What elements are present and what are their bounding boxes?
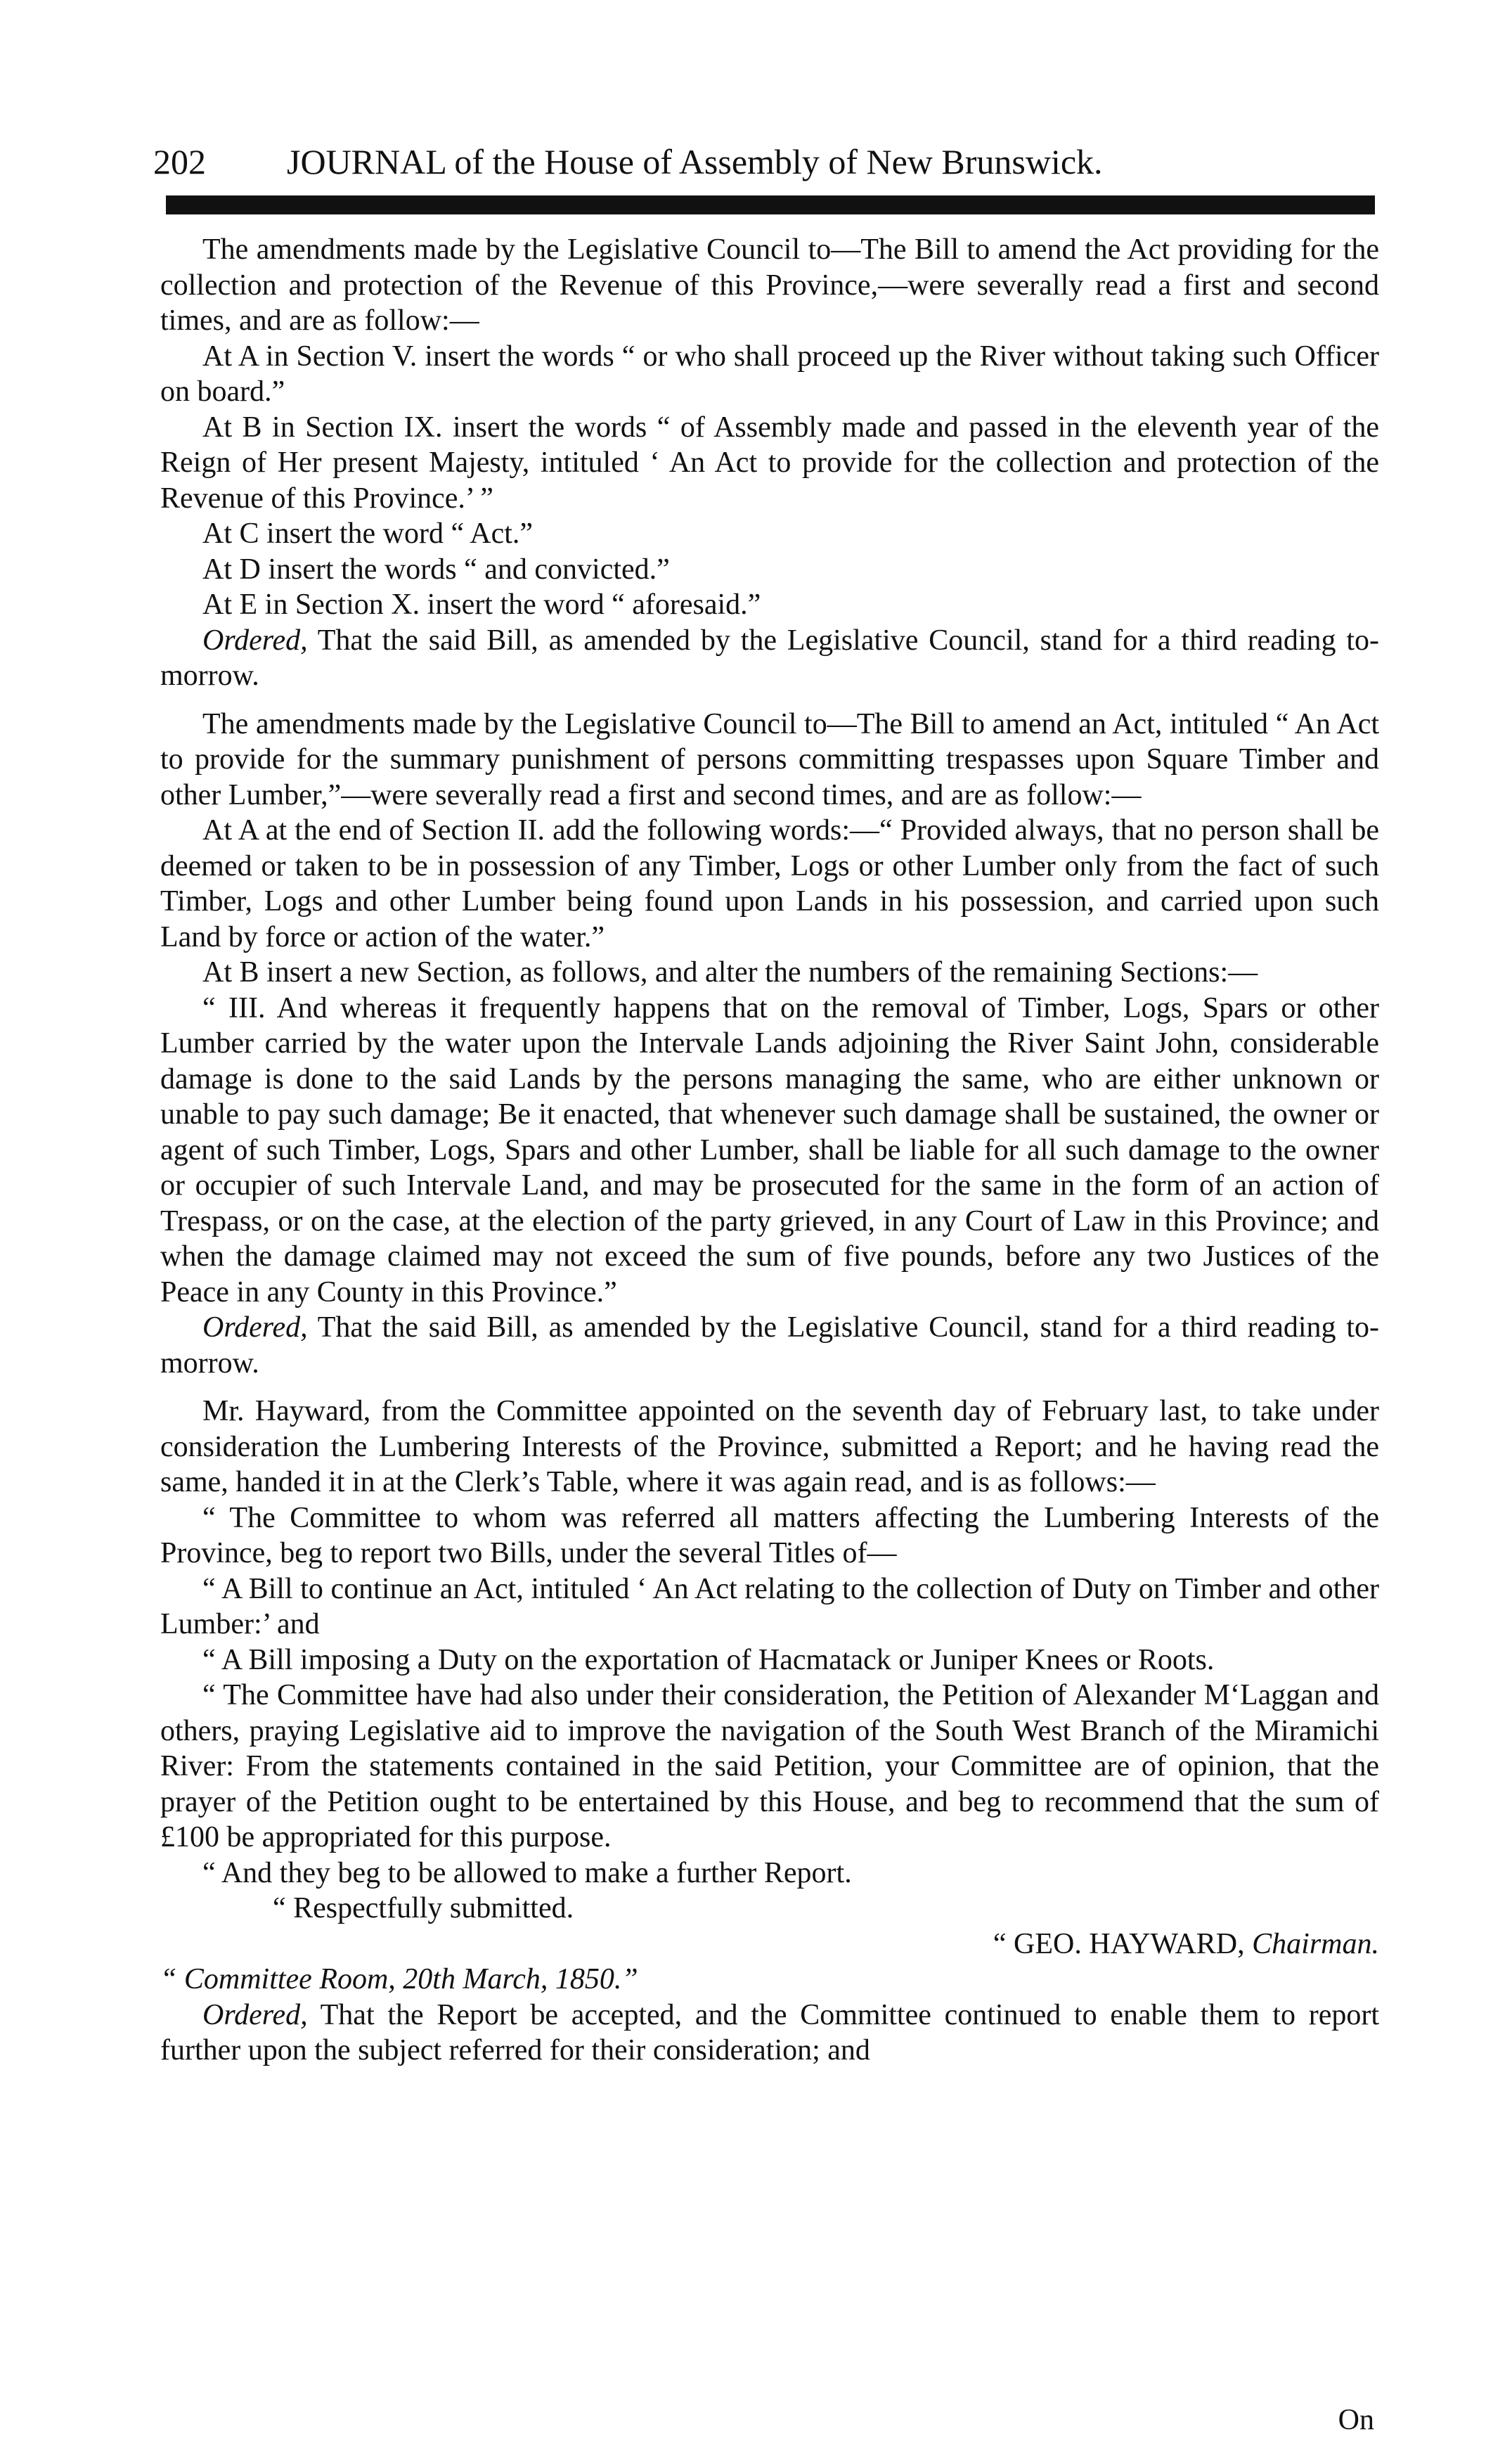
paragraph: “ A Bill imposing a Duty on the exportation of Hacmatack or Juniper Knees or Roots. xyxy=(202,1643,1215,1676)
header-rule-thin xyxy=(166,212,1375,214)
ordered-paragraph xyxy=(160,1310,1379,1381)
paragraph: At C insert the word “ Act.” xyxy=(202,517,534,550)
paragraph: At E in Section X. insert the word “ aforesaid.” xyxy=(202,589,761,621)
paragraph: “ A Bill to continue an Act, intituled ‘ An Act relating to the collection of Duty on Timber and other Lumber:’ and xyxy=(160,1572,1379,1640)
paragraph: At A at the end of Section II. add the following words:—“ Provided always, that no person shall be deemed or taken to be in possession of any Timber, Logs or other Lumber only from the fact of such Timber, Logs and other Lumber being found upon Lands in his possession, and carried upon such Land by force or action of the water.” xyxy=(160,814,1379,953)
date-text: “ Committee Room, 20th March, 1850.” xyxy=(160,1963,638,1995)
paragraph: The amendments made by the Legislative Council to—The Bill to amend the Act providing for the collection and protection of the Revenue of this Province,—were severally read a first and second times, and are as follow:— xyxy=(160,233,1379,337)
header-rule xyxy=(166,195,1375,212)
journal-body xyxy=(160,232,1379,2069)
ordered-text: That the Report be accepted, and the Committee continued to enable them to report further upon the subject referred for their consideration; and xyxy=(160,1998,1380,2066)
paragraph: “ The Committee to whom was referred all matters affecting the Lumbering Interests of the Province, beg to report two Bills, under the several Titles of— xyxy=(160,1501,1379,1569)
paragraph: At A in Section V. insert the words “ or who shall proceed up the River without taking such Officer on board.” xyxy=(160,340,1379,408)
ordered-label: Ordered, xyxy=(202,1998,308,2031)
ordered-text: That the said Bill, as amended by the Legislative Council, stand for a third reading to-morrow. xyxy=(160,1311,1380,1380)
paragraph: At D insert the words “ and convicted.” xyxy=(202,553,670,586)
paragraph: “ And they beg to be allowed to make a further Report. xyxy=(202,1856,852,1889)
date-line xyxy=(160,1962,1379,1998)
paragraph: “ The Committee have had also under their consideration, the Petition of Alexander M‘Laggan and others, praying Legislative aid to improve the navigation of the South West Branch of the Miramichi River: From the statements contained in the said Petition, your Committee are of opinion, that the prayer of the Petition ought to be entertained by this House, and beg to recommend that the sum of £100 be appropriated for this purpose. xyxy=(160,1679,1379,1853)
paragraph: “ III. And whereas it frequently happens that on the removal of Timber, Logs, Spars or other Lumber carried by the water upon the Intervale Lands adjoining the River Saint John, considerable damage is done to the said Lands by the persons managing the same, who are either unknown or unable to pay such damage; Be it enacted, that whenever such damage shall be sustained, the owner or agent of such Timber, Logs, Spars and other Lumber, shall be liable for all such damage to the owner or occupier of such Intervale Land, and may be prosecuted for the same in the form of an action of Trespass, or on the case, at the election of the party grieved, in any Court of Law in this Province; and when the damage claimed may not exceed the sum of five pounds, before any two Justices of the Peace in any County in this Province.” xyxy=(160,991,1379,1309)
paragraph: At B insert a new Section, as follows, and alter the numbers of the remaining Sections:— xyxy=(202,956,1258,989)
signature-name: “ GEO. HAYWARD, xyxy=(993,1927,1245,1960)
ordered-paragraph xyxy=(160,1998,1379,2069)
signature xyxy=(160,1927,1379,1962)
signature-title: Chairman. xyxy=(1252,1927,1379,1960)
paragraph: Mr. Hayward, from the Committee appointed on the seventh day of February last, to take under consideration the Lumbering Interests of the Province, submitted a Report; and he having read the same, handed it in at the Clerk’s Table, where it was again read, and is as follows:— xyxy=(160,1395,1379,1498)
paragraph: At B in Section IX. insert the words “ of Assembly made and passed in the eleventh year of the Reign of Her present Majesty, intituled ‘ An Act to provide for the collection and protection of the Revenue of this Province.’ ” xyxy=(160,411,1379,515)
paragraph: “ Respectfully submitted. xyxy=(273,1892,574,1924)
ordered-paragraph xyxy=(160,623,1379,694)
running-title: JOURNAL of the House of Assembly of New Brunswick. xyxy=(287,142,1103,181)
running-header xyxy=(153,141,1376,183)
ordered-text: That the said Bill, as amended by the Legislative Council, stand for a third reading to-morrow. xyxy=(160,624,1380,692)
ordered-label: Ordered, xyxy=(202,624,308,657)
paragraph: The amendments made by the Legislative Council to—The Bill to amend an Act, intituled “ An Act to provide for the summary punishment of persons committing trespasses upon Square Timber and other Lumber,”—were severally read a first and second times, and are as follow:— xyxy=(160,707,1379,811)
page-number: 202 xyxy=(153,142,206,181)
catchword: On xyxy=(1338,2404,1374,2436)
ordered-label: Ordered, xyxy=(202,1311,308,1344)
